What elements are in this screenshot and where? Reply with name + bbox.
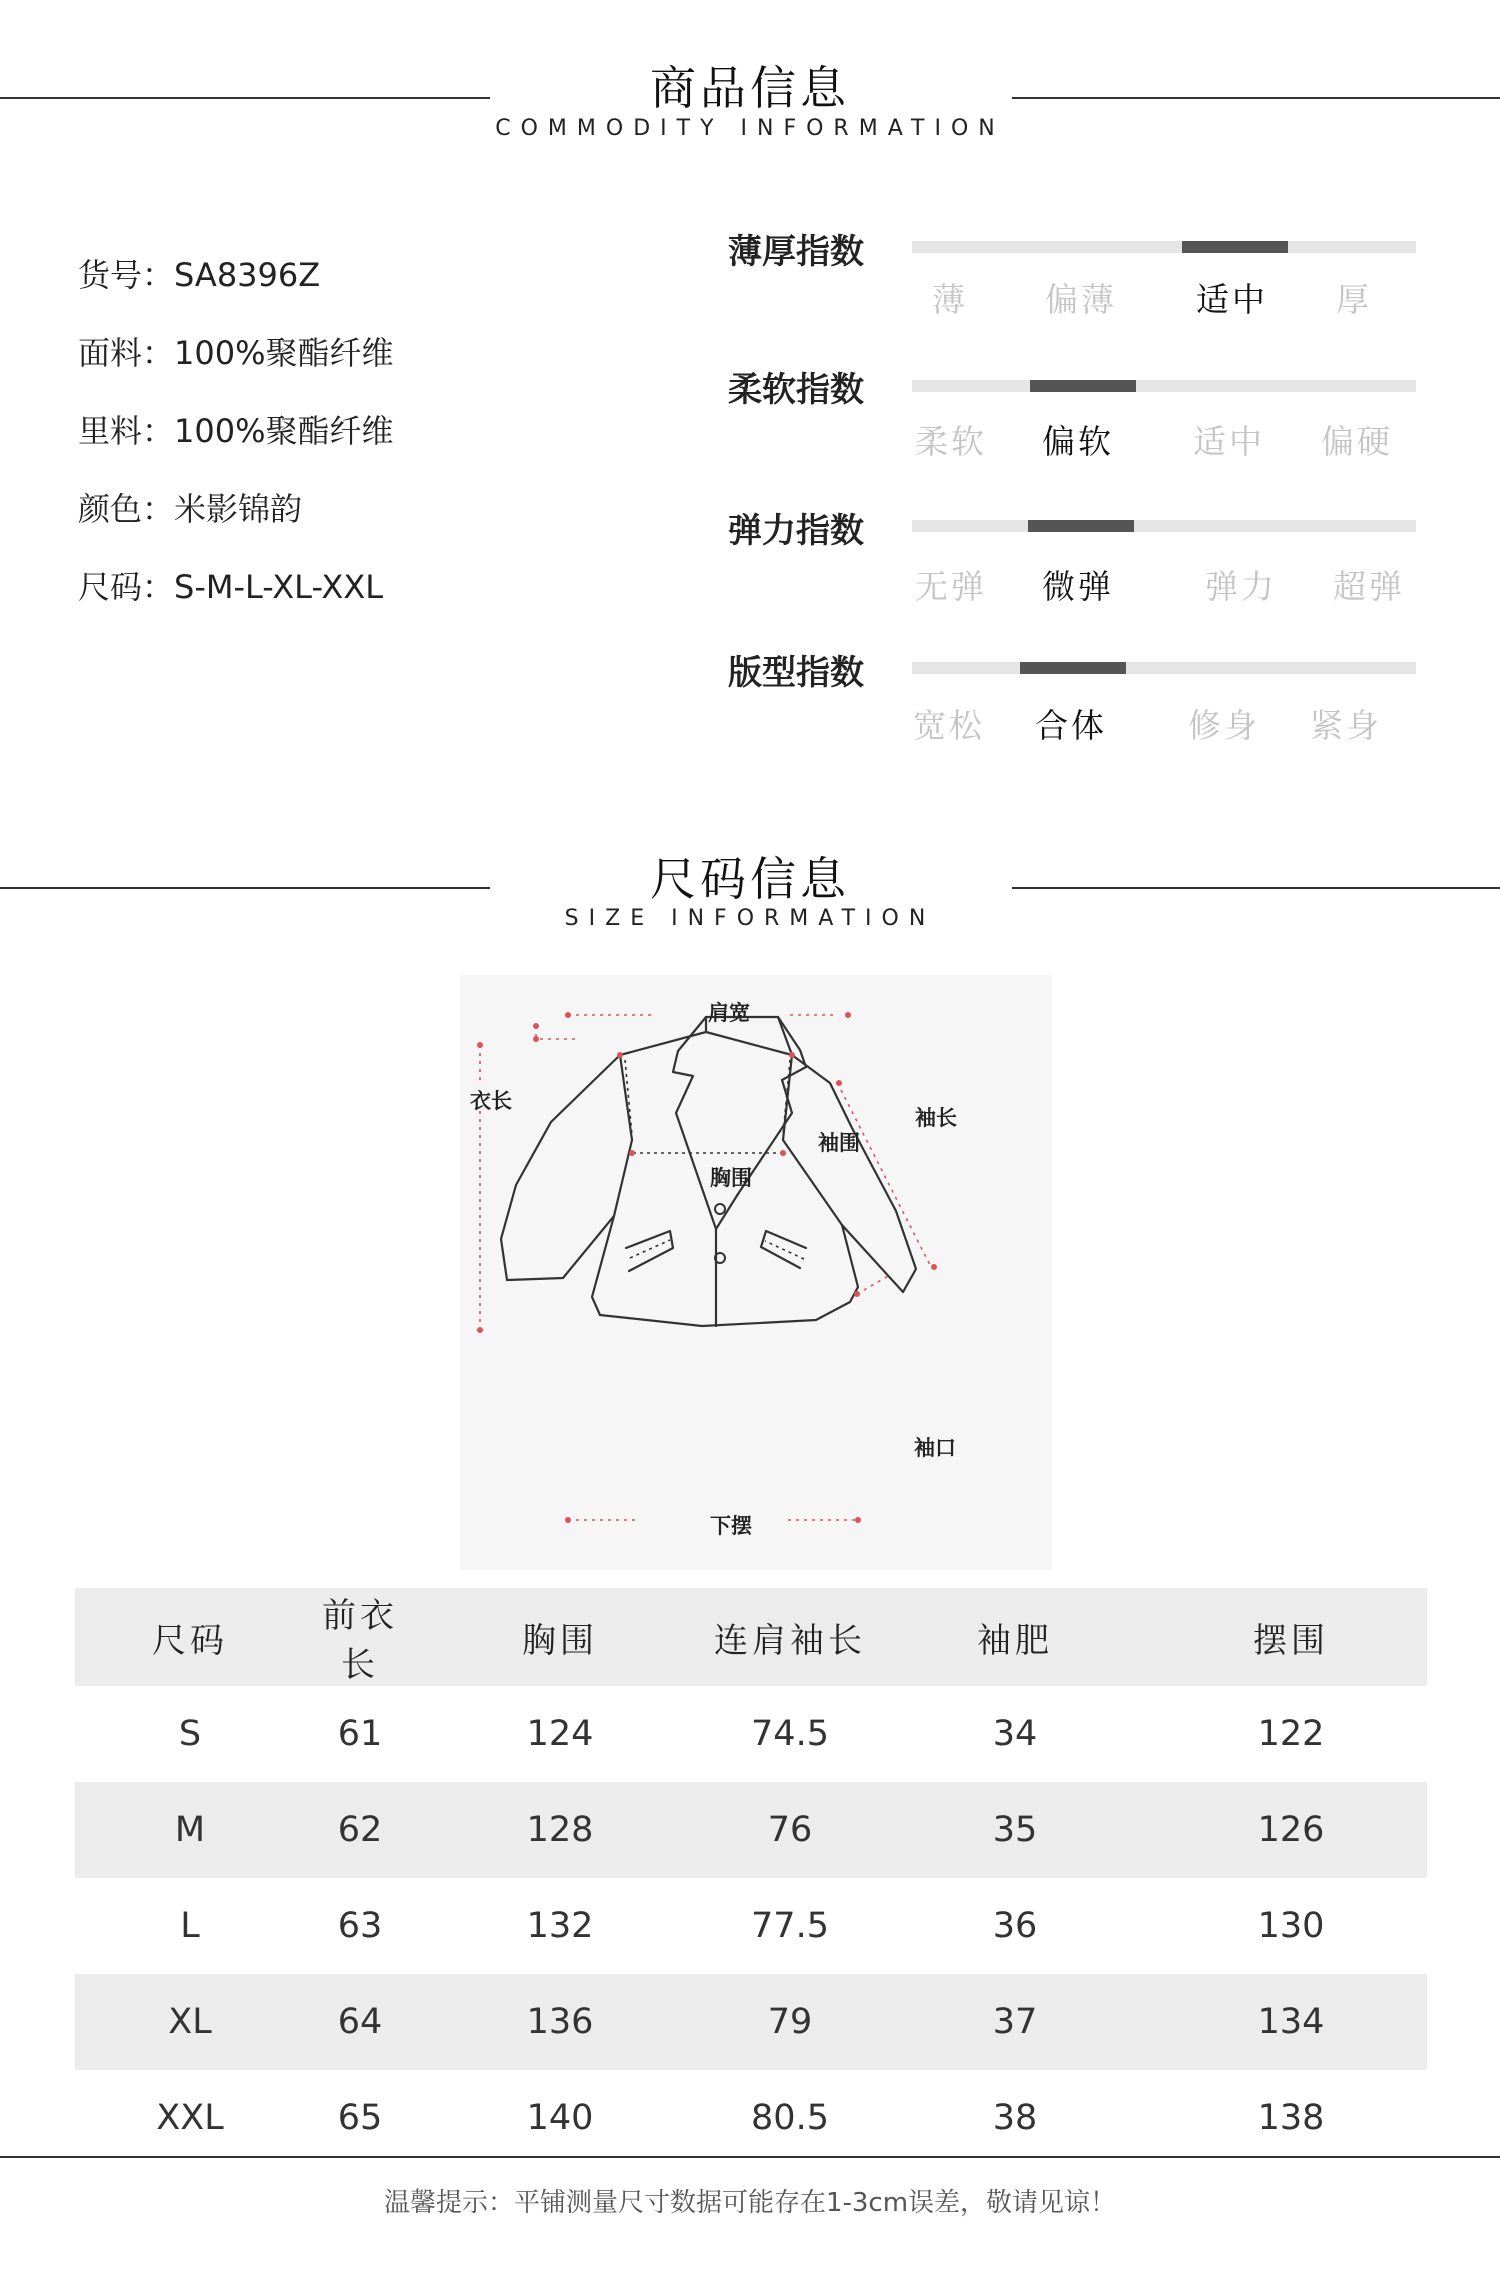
diagram-label-sleeve: 袖长 [915, 1106, 957, 1130]
table-cell: 80.5 [751, 2098, 829, 2138]
index-level: 偏硬 [1321, 422, 1393, 461]
table-cell: 62 [305, 1782, 415, 1878]
table-cell: 64 [305, 1974, 415, 2070]
index-fill-thickness [1182, 241, 1288, 253]
detail-item-lining [78, 406, 394, 452]
table-cell: 128 [415, 1782, 705, 1878]
index-track-fit [912, 662, 1416, 674]
table-cell: 36 [992, 1906, 1038, 1946]
table-header-cell: 袖肥 [875, 1588, 1155, 1686]
table-header-cell: 前衣长 [305, 1588, 415, 1686]
table-cell: 38 [992, 2098, 1038, 2138]
table-cell: 35 [875, 1782, 1155, 1878]
detail-label: 面料： [78, 334, 175, 372]
jacket-illustration [460, 975, 1052, 1570]
footer-rule [0, 2156, 1500, 2158]
detail-value: SA8396Z [174, 256, 321, 294]
table-cell: 79 [705, 1974, 875, 2070]
table-cell: L [180, 1906, 200, 1946]
table-cell: 140 [526, 2098, 594, 2138]
index-track-softness [912, 380, 1416, 392]
index-label-softness: 柔软指数 [728, 370, 864, 410]
detail-label: 货号： [78, 256, 175, 294]
index-level: 适中 [1193, 422, 1265, 461]
table-cell: 124 [526, 1714, 594, 1754]
diagram-label-armhole: 袖围 [818, 1131, 860, 1155]
detail-item-fabric [78, 328, 394, 374]
table-cell: 130 [1257, 1906, 1325, 1946]
table-row [75, 1878, 1427, 1974]
index-level: 紧身 [1310, 706, 1382, 745]
index-level: 宽松 [913, 706, 985, 745]
size-subtitle: SIZE INFORMATION [564, 906, 936, 931]
diagram-label-cuff: 袖口 [914, 1436, 956, 1460]
table-cell: M [75, 1782, 305, 1878]
diagram-label-hem: 下摆 [710, 1514, 752, 1538]
index-fill-elasticity [1028, 520, 1134, 532]
table-header-cell: 胸围 [415, 1588, 705, 1686]
detail-value: S-M-L-XL-XXL [174, 568, 384, 606]
commodity-subtitle: COMMODITY INFORMATION [495, 116, 1005, 141]
index-label-thickness: 薄厚指数 [728, 232, 864, 272]
index-level: 厚 [1336, 280, 1372, 319]
index-level-selected: 适中 [1196, 280, 1268, 319]
table-cell: XXL [156, 2098, 224, 2138]
index-level: 超弹 [1333, 567, 1405, 606]
footer-note: 温馨提示：平铺测量尺寸数据可能存在1-3cm误差，敬请见谅！ [383, 2188, 1117, 2218]
diagram-label-chest: 胸围 [710, 1166, 752, 1190]
table-cell: 138 [1257, 2098, 1325, 2138]
index-track-elasticity [912, 520, 1416, 532]
index-level: 偏薄 [1045, 280, 1117, 319]
table-cell: 65 [337, 2098, 383, 2138]
detail-label: 颜色： [78, 490, 175, 528]
index-level-selected: 偏软 [1042, 422, 1114, 461]
table-cell: 34 [992, 1714, 1038, 1754]
table-cell: 61 [337, 1714, 383, 1754]
detail-label: 里料： [78, 412, 175, 450]
commodity-title: 商品信息 [650, 61, 850, 115]
table-cell: 77.5 [751, 1906, 829, 1946]
table-cell: 122 [1257, 1714, 1325, 1754]
table-cell: S [178, 1714, 202, 1754]
index-fill-fit [1020, 662, 1126, 674]
index-level: 无弹 [915, 567, 987, 606]
index-label-fit: 版型指数 [728, 653, 864, 693]
detail-item-color [78, 484, 302, 530]
jacket-diagram [460, 975, 1052, 1570]
table-cell: 37 [875, 1974, 1155, 2070]
index-level: 修身 [1188, 706, 1260, 745]
index-level: 薄 [932, 280, 968, 319]
size-table [75, 1588, 1427, 2166]
detail-item-size [78, 562, 383, 608]
table-cell: 126 [1155, 1782, 1427, 1878]
index-level: 柔软 [915, 422, 987, 461]
table-row [75, 1974, 1427, 2070]
table-cell: XL [75, 1974, 305, 2070]
detail-value: 100%聚酯纤维 [174, 334, 394, 372]
table-header-cell: 尺码 [75, 1588, 305, 1686]
size-title: 尺码信息 [650, 852, 850, 906]
index-level: 弹力 [1205, 567, 1277, 606]
table-cell: 74.5 [751, 1714, 829, 1754]
diagram-label-length: 衣长 [470, 1089, 512, 1113]
table-header-row [75, 1588, 1427, 1686]
diagram-label-shoulder: 肩宽 [708, 1001, 750, 1025]
table-row [75, 1686, 1427, 1782]
index-level-selected: 微弹 [1042, 567, 1114, 606]
detail-label: 尺码： [78, 568, 175, 606]
table-cell: 63 [337, 1906, 383, 1946]
table-cell: 136 [415, 1974, 705, 2070]
index-track-thickness [912, 241, 1416, 253]
index-level-selected: 合体 [1035, 706, 1107, 745]
detail-item-code [78, 250, 320, 296]
table-row [75, 1782, 1427, 1878]
table-row [75, 2070, 1427, 2166]
table-cell: 134 [1155, 1974, 1427, 2070]
table-header-cell: 连肩袖长 [705, 1588, 875, 1686]
detail-value: 100%聚酯纤维 [174, 412, 394, 450]
table-cell: 76 [705, 1782, 875, 1878]
index-fill-softness [1030, 380, 1136, 392]
detail-value: 米影锦韵 [174, 490, 303, 528]
table-header-cell: 摆围 [1155, 1588, 1427, 1686]
index-label-elasticity: 弹力指数 [728, 511, 864, 551]
table-cell: 132 [526, 1906, 594, 1946]
